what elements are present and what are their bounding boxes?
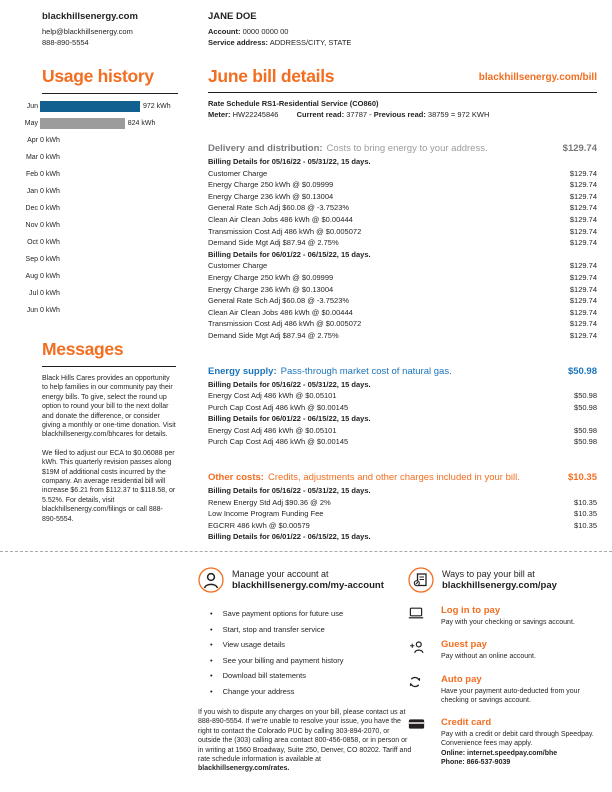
section-header [208,365,597,378]
ways-to-pay-lines [442,568,557,592]
usage-row [18,183,178,200]
account-label: Account: [208,27,241,36]
account-feature-item: • Start, stop and transfer service [210,622,412,638]
line-item-label: Demand Side Mgt Adj $87.94 @ 2.75% [208,330,339,340]
section-title: Delivery and distribution: [208,143,323,154]
section-subtitle: Pass-through market cost of natural gas. [280,365,452,377]
section-title: Energy supply: [208,365,277,377]
company-contact-block [42,11,138,48]
bill-section [208,365,597,449]
pay-method-name: Auto pay [441,673,482,685]
billing-period-group [208,531,597,543]
pay-method [408,639,600,661]
pay-method-icon-column [408,674,441,706]
usage-value-label: 0 kWh [40,154,60,161]
line-item-amount: $129.74 [569,330,597,340]
meter-value: HW22245846 [232,109,279,119]
meter-read-line [208,110,597,121]
manage-account-lines [232,568,384,592]
line-item-label: Purch Cap Cost Adj 486 kWh @ $0.00145 [208,437,349,447]
line-item-label: Energy Charge 250 kWh @ $0.09999 [208,180,334,190]
line-item-label: Demand Side Mgt Adj $87.94 @ 2.75% [208,238,339,248]
usage-month-label: May [24,120,38,127]
line-item-label: General Rate Sch Adj $60.08 @ -3.7523% [208,203,350,213]
account-feature-item: • View usage details [210,637,412,653]
pay-method-desc: Pay without an online account. [441,653,536,661]
message-paragraph: We filed to adjust our ECA to $0.06088 per kWh. This quarterly revision passes along $19M of additional costs incurred by the company. An average residential bill will increase $6.21 from $112.37 to $118.58, or 5.52%. For details, visit blackhillsenergy.com/filings or call 888-890-5554. [42,449,176,523]
line-item-label: Clean Air Clean Jobs 486 kWh @ $0.00444 [208,307,353,317]
line-item-amount: $129.74 [569,191,597,201]
section-subtitle: Costs to bring energy to your address. [326,143,488,154]
ways-to-pay-block [408,567,600,767]
bill-line-item [208,402,597,414]
bill-line-item [208,202,597,214]
current-read-label: Current read: [296,109,345,119]
pay-method-body [441,674,600,706]
auto-pay-arrows-icon [408,675,422,689]
billing-period-heading: Billing Details for 05/16/22 - 05/31/22, 15 days. [208,486,371,496]
messages-section [42,339,176,533]
bill-line-item [208,425,597,437]
usage-value-label: 0 kWh [40,137,60,144]
usage-value-label: 0 kWh [40,273,60,280]
line-item-label: Energy Charge 236 kWh @ $0.13004 [208,284,334,294]
line-item-amount: $129.74 [569,261,597,271]
line-item-amount: $129.74 [569,307,597,317]
pay-method-icon-column [408,717,441,767]
account-feature-item: • Change your address [210,684,412,700]
account-feature-list [210,606,412,699]
pay-method-desc: Pay with a credit or debit card through Speedpay. Convenience fees may apply. [441,731,594,748]
bill-pencil-icon [408,567,434,593]
usage-month-label: Aug [25,273,38,280]
customer-name: JANE DOE [208,11,257,22]
usage-month-label: Jun [26,307,38,314]
pay-method-name: Credit card [441,717,492,729]
usage-bar [40,101,140,112]
bill-details-url[interactable]: blackhillsenergy.com/bill [478,72,597,83]
pay-method-desc: Have your payment auto-deducted from your checking or savings account. [441,687,580,704]
line-item-label: General Rate Sch Adj $60.08 @ -3.7523% [208,296,350,306]
pay-method [408,717,600,767]
line-item-amount: $129.74 [569,180,597,190]
line-item-amount: $129.74 [569,203,597,213]
credit-card-icon [408,718,425,730]
service-address-value: ADDRESS/CITY, STATE [269,38,352,47]
usage-chart [18,98,178,319]
usage-value-label: 824 kWh [127,120,156,127]
bill-line-item [208,237,597,249]
manage-account-header [198,567,412,593]
bill-line-item [208,307,597,319]
pay-method [408,674,600,706]
bill-line-item [208,168,597,180]
usage-value-label: 0 kWh [40,256,60,263]
section-amount: $50.98 [567,365,597,377]
company-website[interactable]: blackhillsenergy.com [42,11,138,22]
message-paragraph: Black Hills Cares provides an opportunity to help families in our community pay their energy bills. To give, select the round up option to round your bill to the next dollar and donate the difference, or consider giving a monthly or one-time donation. Visit blackhillsenergy.com/bhcares for details. [42,375,176,439]
previous-read-label: Previous read: [373,109,426,119]
line-item-amount: $129.74 [569,168,597,178]
usage-row [18,234,178,251]
billing-period-group [208,156,597,249]
usage-month-label: Mar [25,154,38,161]
bill-section [208,142,597,342]
billing-period-group [208,413,597,448]
section-subtitle: Credits, adjustments and other charges included in your bill. [267,472,520,484]
manage-account-url[interactable]: blackhillsenergy.com/my-account [232,580,384,591]
pay-method-body [441,605,575,627]
line-item-label: Clean Air Clean Jobs 486 kWh @ $0.00444 [208,214,353,224]
line-item-label: Transmission Cost Adj 486 kWh @ $0.005072 [208,226,362,236]
usage-month-label: Dec [25,205,38,212]
account-feature-item: • Save payment options for future use [210,606,412,622]
bill-line-item [208,508,597,520]
billing-period-group [208,249,597,342]
account-feature-item: • Download bill statements [210,668,412,684]
bill-line-item [208,284,597,296]
section-header [208,471,597,484]
ways-to-pay-url[interactable]: blackhillsenergy.com/pay [442,580,557,591]
line-item-amount: $129.74 [569,319,597,329]
usage-month-label: Feb [25,171,38,178]
usage-month-label: Jun [26,103,38,110]
line-item-label: Purch Cap Cost Adj 486 kWh @ $0.00145 [208,402,349,412]
bill-line-item [208,318,597,330]
usage-row [18,166,178,183]
bill-line-item [208,436,597,448]
line-item-amount: $129.74 [569,284,597,294]
usage-month-label: Jan [26,188,38,195]
pay-method-name: Log in to pay [441,605,501,616]
line-item-amount: $50.98 [574,402,597,412]
usage-value-label: 0 kWh [40,222,60,229]
company-phone: 888-890-5554 [42,38,89,47]
line-item-amount: $129.74 [569,238,597,248]
line-item-amount: $10.35 [574,509,597,519]
bill-line-item [208,390,597,402]
usage-month-label: Oct [27,239,38,246]
service-address-label: Service address: [208,38,269,47]
ways-to-pay-header [408,567,600,593]
bill-details-rule [208,92,597,93]
messages-title: Messages [42,339,124,359]
customer-info-block [208,11,351,48]
usage-value-label: 0 kWh [40,188,60,195]
pay-method-body [441,639,536,661]
usage-row [18,149,178,166]
bill-line-item [208,520,597,532]
pay-method-phone-line: Phone: 866-537-9039 [441,759,511,767]
line-item-label: Energy Charge 236 kWh @ $0.13004 [208,191,334,201]
bill-line-item [208,260,597,272]
rate-schedule-block [208,99,597,120]
bill-line-item [208,214,597,226]
meter-pair [208,110,278,119]
billing-period-heading: Billing Details for 06/01/22 - 06/15/22, 15 days. [208,249,371,259]
usage-month-label: Apr [27,137,38,144]
usage-value-label: 0 kWh [40,290,60,297]
usage-row [18,285,178,302]
usage-value-label: 0 kWh [40,205,60,212]
bill-line-item [208,226,597,238]
section-amount: $10.35 [567,472,597,484]
previous-read-value: 38759 = 972 KWH [427,109,490,119]
bill-details-header [208,66,597,86]
line-item-label: Transmission Cost Adj 486 kWh @ $0.005072 [208,319,362,329]
bill-line-item [208,295,597,307]
line-item-amount: $10.35 [574,497,597,507]
billing-period-heading: Billing Details for 06/01/22 - 06/15/22, 15 days. [208,414,371,424]
line-item-amount: $129.74 [569,272,597,282]
line-item-label: Low Income Program Funding Fee [208,509,324,519]
line-item-amount: $50.98 [574,437,597,447]
usage-month-label: Jul [29,290,38,297]
usage-row [18,217,178,234]
bill-section [208,471,597,543]
bill-sections [208,142,597,543]
account-feature-item: • See your billing and payment history [210,653,412,669]
line-item-label: Energy Cost Adj 486 kWh @ $0.05101 [208,425,337,435]
person-icon [198,567,224,593]
bill-line-item [208,330,597,342]
current-read-value: 37787 - [346,109,372,119]
rates-url[interactable]: blackhillsenergy.com/rates. [198,765,290,773]
usage-row [18,268,178,285]
usage-history-title: Usage history [42,66,154,86]
dispute-text: If you wish to dispute any charges on your bill, please contact us at 888-890-5554. If we're unable to resolve your issue, you have the right to contact the Colorado PUC by calling 303-894-2070, or outside the (303) calling area contact 800-456-0858, or in person or in writing at 1560 Broadway, Suite 250, Denver, CO 80202. Tariff and rate schedule information is available at [198,709,412,764]
pay-method-name: Guest pay [441,639,487,651]
messages-rule [42,366,176,367]
account-value: 0000 0000 00 [242,27,289,36]
usage-row [18,98,178,115]
billing-period-heading: Billing Details for 05/16/22 - 05/31/22, 15 days. [208,157,371,166]
section-header [208,142,597,155]
manage-account-line1: Manage your account at [232,569,329,579]
usage-bar [40,118,125,129]
account-line [208,26,351,37]
bill-details-section [208,66,597,543]
service-address-line [208,37,351,48]
manage-account-block [198,567,412,781]
line-item-label: Energy Cost Adj 486 kWh @ $0.05101 [208,391,337,401]
bill-details-title: June bill details [208,66,335,86]
usage-row [18,115,178,132]
company-email[interactable]: help@blackhillsenergy.com [42,27,133,36]
billing-period-heading: Billing Details for 06/01/22 - 06/15/22, 15 days. [208,532,371,542]
guest-add-person-icon [408,640,425,654]
dashed-divider [0,551,612,552]
line-item-label: Energy Charge 250 kWh @ $0.09999 [208,272,334,282]
usage-row [18,251,178,268]
line-item-amount: $129.74 [569,214,597,224]
line-item-label: Customer Charge [208,261,268,271]
pay-method-online-line[interactable]: Online: internet.speedpay.com/bhe [441,749,558,757]
usage-row [18,132,178,149]
usage-value-label: 0 kWh [40,239,60,246]
usage-value-label: 972 kWh [143,103,171,110]
bill-line-item [208,179,597,191]
pay-method-icon-column [408,639,441,661]
ways-to-pay-line1: Ways to pay your bill at [442,569,535,579]
line-item-label: Customer Charge [208,168,268,178]
laptop-icon [408,606,424,620]
bill-line-item [208,191,597,203]
section-title: Other costs: [208,472,264,484]
usage-history-section [18,66,178,319]
usage-history-rule [42,93,178,94]
usage-row [18,302,178,319]
section-amount: $129.74 [562,143,597,154]
rate-schedule: Rate Schedule RS1-Residential Service (CO860) [208,99,379,108]
line-item-label: Renew Energy Std Adj $90.36 @ 2% [208,497,331,507]
pay-method-icon-column [408,605,441,627]
pay-method [408,605,600,627]
usage-row [18,200,178,217]
line-item-amount: $129.74 [569,296,597,306]
line-item-amount: $10.35 [574,520,597,530]
billing-period-group [208,485,597,531]
dispute-paragraph [198,708,412,774]
usage-month-label: Nov [25,222,38,229]
line-item-amount: $50.98 [574,425,597,435]
usage-month-label: Sep [25,256,38,263]
line-item-label: EGCRR 486 kWh @ $0.00579 [208,520,310,530]
meter-label: Meter: [208,109,231,119]
line-item-amount: $50.98 [574,391,597,401]
usage-value-label: 0 kWh [40,307,60,314]
line-item-amount: $129.74 [569,226,597,236]
billing-period-heading: Billing Details for 05/16/22 - 05/31/22, 15 days. [208,379,371,389]
billing-period-group [208,379,597,414]
usage-value-label: 0 kWh [40,171,60,178]
pay-method-desc: Pay with your checking or savings account. [441,619,575,626]
bill-line-item [208,272,597,284]
pay-method-body [441,717,600,767]
bill-line-item [208,497,597,509]
